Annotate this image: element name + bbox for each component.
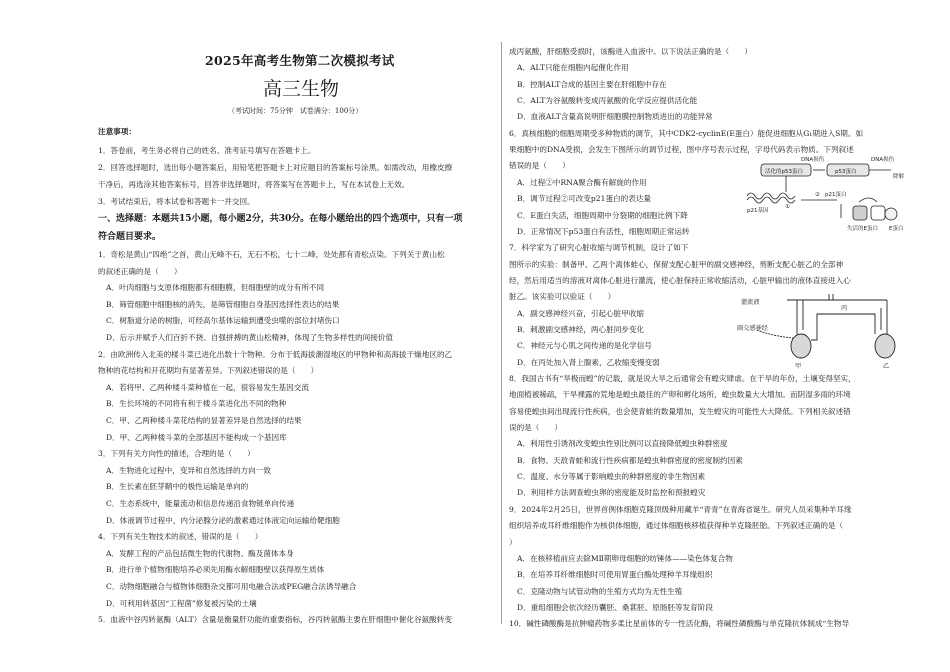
answer-option: C．E蛋白失活，细胞周期中分裂期的细胞比例下降 (517, 210, 688, 220)
question-text: 4．下列有关生物技术的叙述，错误的是（ ） (98, 532, 263, 542)
label-heart-a: 甲 (795, 363, 802, 370)
question-text: 果细胞中的DNA受损，会发生下图所示的调节过程，图中序号表示过程，字母代码表示物质。下列叙述 (509, 145, 854, 155)
answer-option: B．生长素在胚芽鞘中的极性运输是单向的 (106, 482, 249, 492)
exam-subtitle: 高三生物 (263, 78, 340, 100)
answer-option: C．克隆动物与试管动物的生殖方式均为无性生殖 (517, 586, 683, 596)
label-p21-gene: p21基因 (747, 208, 769, 214)
answer-option: C．神经元与心肌之间传递的是化学信号 (517, 341, 652, 351)
label-e-protein: E蛋白 (889, 226, 904, 232)
answer-option: A．利用性引诱剂改变蝗虫性别比例可以直接降低蝗虫种群密度 (517, 439, 728, 449)
label-inactive-e: 失活的E蛋白 (847, 226, 878, 232)
answer-option: D．重组细胞会依次经历囊胚、桑葚胚、原肠胚等发育阶段 (517, 602, 713, 612)
question-text: 5．血液中谷丙转氨酶（ALT）含量是衡量肝功能的重要指标，谷丙转氨酶主要在肝细胞中催化谷氨酸转变 (98, 615, 452, 625)
answer-option: D．可利用转基因“工程菌”修复被污染的土壤 (106, 598, 257, 608)
notice-item: 干净后，再选涂其他答案标号，回答非选择题时，将答案写在答题卡上，写在本试卷上无效。 (98, 180, 410, 189)
question-text: 6．真核细胞的细胞周期受多种物质的调节，其中CDK2-cyclinE(E蛋白）能促进细胞从G₁期进入S期。如 (509, 128, 864, 138)
answer-option: B．食物、天敌青蛙和流行性疾病都是蝗虫种群密度的密度制约因素 (517, 455, 743, 465)
answer-option: A．生物进化过程中，变异和自然选择的方向一致 (106, 465, 271, 475)
question-text: 脏乙。该实验可以验证（ ） (509, 292, 616, 302)
answer-option: B．调节过程②可改变p21蛋白的表达量 (517, 194, 652, 204)
answer-option: B．筛管细胞中细胞核的消失，是筛管细胞自身基因选择性表达的结果 (106, 299, 340, 309)
question-text: 物种的花结构和开花期均有显著差异。下列叙述错误的是（ ） (98, 366, 319, 376)
label-step-2: ② (815, 192, 820, 198)
label-p21-protein: p21蛋白 (825, 192, 847, 198)
question-text: ） (509, 537, 517, 547)
question-text: 1．奇松是黄山“四绝”之首，黄山无峰不石，无石不松，七十二峰，处处都有青松点染。下列关于黄山松 (98, 250, 445, 259)
answer-option: B．生长环境的不同将有利于楼斗菜进化出不同的物种 (106, 399, 287, 409)
answer-option: A．发酵工程的产品包括微生物的代谢物、酶及菌体本身 (106, 548, 294, 558)
question-text: 组织培养成耳纤维细胞作为核供体细胞，通过体细胞核移植获得种羊克隆胚胎。下列叙述正确的是（ (509, 521, 844, 531)
question-text: 地面植被稀疏，干旱裸露的荒地是蝗虫最佳的产卵和孵化场所，蝗虫数量大大增加。而阴湿多雨的环境 (509, 390, 851, 400)
label-point-c: 丙 (841, 305, 848, 312)
answer-option: D．正常情况下p53蛋白有活性，细胞周期正常运转 (517, 226, 690, 236)
label-perfusion: 灌流液 (741, 299, 760, 306)
answer-option: D．在丙处加入肾上腺素，乙收缩变慢变弱 (517, 357, 660, 367)
answer-option: C．甲、乙两种楼斗菜花结构的显著差异是自然选择的结果 (106, 416, 302, 425)
label-p53: p53蛋白 (835, 169, 857, 175)
answer-option: B．在培养耳纤维细胞时可使用胃蛋白酶处理种羊耳缘组织 (517, 570, 713, 580)
answer-option: A．过程②中RNA聚合酶有解旋的作用 (517, 177, 647, 187)
figure-frog-heart-experiment (737, 290, 907, 372)
question-text: 2．由欧洲传入北美的楼斗菜已进化出数十个物种。分布于低海拔潮湿地区的甲物种和高海拔干燥地区的乙 (98, 349, 453, 359)
answer-option: C．温度、水分等属于影响蝗虫的种群密度的非生物因素 (517, 472, 706, 482)
question-text: 图所示的实验：制备甲、乙两个离体蛙心，保留支配心脏甲的副交感神经，剪断支配心脏乙的全部神 (509, 259, 844, 269)
question-text: 的叙述正确的是（ ） (98, 266, 182, 276)
answer-option: C．动物细胞融合与植物体细胞杂交都可用电融合法或PEG融合法诱导融合 (106, 582, 357, 591)
answer-option: D．血液ALT含量高说明肝细胞膜控制物质进出的功能异常 (517, 112, 713, 122)
question-text: 3．下列有关方向性的描述，合理的是（ ） (98, 449, 255, 459)
answer-option: B．控制ALT合成的基因主要在肝细胞中存在 (517, 79, 667, 89)
answer-option: D．甲、乙两种楼斗菜的全部基因不能构成一个基因库 (106, 432, 287, 442)
answer-option: A．在核移植前应去除MⅡ期卵母细胞的纺锤体——染色体复合物 (517, 553, 733, 563)
answer-option: A．叶肉细胞与支原体细胞都有细胞膜，但细胞壁的成分有所不同 (106, 283, 325, 293)
label-activated-p53: 活化的p53蛋白 (765, 169, 803, 175)
question-text: 错误的是（ ） (509, 161, 570, 171)
figure-cell-cycle-regulation (741, 156, 911, 238)
exam-meta: （考试时间：75分钟 试卷满分：100分） (228, 107, 363, 115)
answer-option: D．利用样方法调查蝗虫卵的密度能及时监控和预报蝗灾 (517, 488, 706, 498)
question-text: 误的是（ ） (509, 423, 563, 433)
exam-title: 2025年高考生物第二次模拟考试 (205, 53, 395, 68)
notice-item: 3．考试结束后，将本试卷和答题卡一并交回。 (98, 197, 255, 206)
answer-option: B．刺激副交感神经，两心脏同步变化 (517, 324, 645, 334)
question-text: 容易使蝗虫间出现流行性疾病，也会使青蛙的数量增加，发生蝗灾的可能性大大降低。下列相关叙述错 (509, 406, 851, 416)
answer-option: C．树脂道分泌的树脂，可经高尔基体运输到遭受虫噬的部位封堵伤口 (106, 316, 340, 326)
answer-option: C．生态系统中，能量流动和信息传递沿食物链单向传递 (106, 499, 295, 508)
question-text: 8．我国古书有“旱极而蝗”的记载，就是说大旱之后通常会有蝗灾肆虐。在干旱的年份，土壤变得坚实， (509, 374, 856, 383)
question-text: 9．2024年2月25日，世界首例体细胞克隆顶级种用藏羊“青青”在青海省诞生。研究人员采集种羊耳缘 (509, 504, 852, 514)
label-parasympathetic: 副交感神经 (737, 325, 768, 332)
notice-item: 2．回答选择题时，选出每小题答案后，用铅笔把答题卡上对应题目的答案标号涂黑。如需改动，用橡皮擦 (98, 163, 453, 172)
label-degrade: 降解 (893, 174, 905, 180)
answer-option: D．体液调节过程中，内分泌腺分泌的激素通过体液定向运输给靶细胞 (106, 515, 340, 525)
question-text: 10．碱性磷酸酶是抗肿瘤药物多柔比星前体的专一性活化酶，将碱性磷酸酶与单克隆抗体制成“生物导 (509, 619, 850, 629)
label-dna-damage-1: DNA损伤 (801, 157, 825, 163)
answer-option: C．ALT为谷氨酸转变成丙氨酸的化学反应提供活化能 (517, 96, 698, 106)
answer-option: A．副交感神经兴奋，引起心脏甲收缩 (517, 308, 644, 318)
section-heading-cont: 符合题目要求。 (98, 232, 162, 242)
section-heading: 一、选择题：本题共15小题，每小题2分，共30分。在每小题给出的四个选项中，只有一项 (98, 214, 463, 224)
label-heart-b: 乙 (883, 363, 890, 370)
question-text: 成丙氨酸，肝细胞受损时，该酶进入血液中。以下说法正确的是（ ） (509, 47, 752, 56)
label-step-1: ① (785, 204, 790, 210)
answer-option: A．若将甲、乙两种楼斗菜种植在一起，很容易发生基因交流 (106, 382, 309, 392)
label-dna-damage-2: DNA损伤 (871, 157, 895, 163)
question-text: 经，然后用适当的溶液对离体心脏进行灌流，使心脏保持正常收缩活动，心脏甲输出的液体直接进入心 (509, 275, 851, 285)
column-divider (501, 42, 502, 624)
answer-option: B．进行单个植物细胞培养必须先用酶水解细胞壁以获得原生质体 (106, 565, 325, 575)
answer-option: D．后示并赋予人们百折不挠、自强拼搏的黄山松精神，体现了生物多样性的间接价值 (106, 333, 394, 342)
notice-item: 1．答卷前，考生务必将自己的姓名、准考证号填写在答题卡上。 (98, 146, 316, 155)
notice-heading: 注意事项： (98, 127, 136, 136)
question-text: 7．科学家为了研究心脏收缩与调节机制，设计了如下 (509, 243, 689, 253)
answer-option: A．ALT只能在细胞内起催化作用 (517, 63, 629, 73)
